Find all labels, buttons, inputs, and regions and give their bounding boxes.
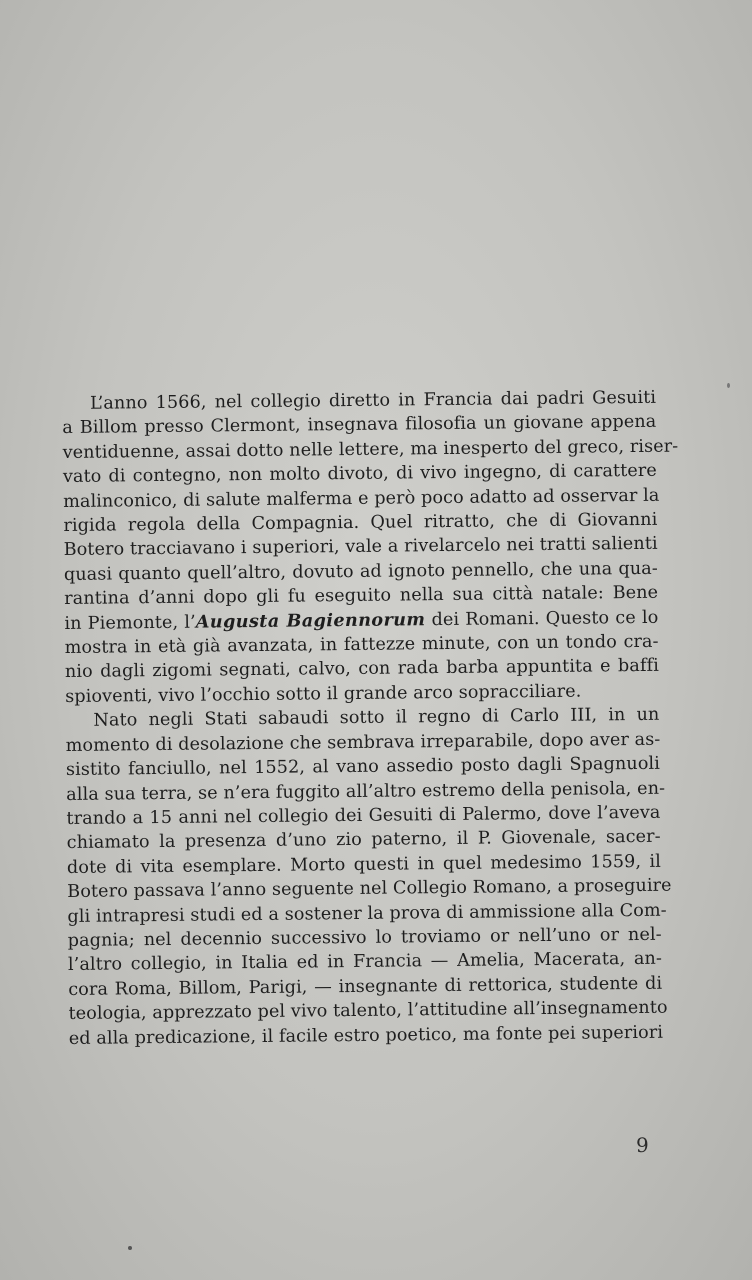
text-line: a Billom presso Clermont, insegnava filosofia un giovane appena <box>62 412 657 439</box>
text-line: quasi quanto quell’altro, dovuto ad ignoto pennello, che una qua- <box>63 558 658 585</box>
text-line: L’anno 1566, nel collegio diretto in Francia dai padri Gesuiti <box>90 387 657 414</box>
paragraph-1 <box>62 386 679 709</box>
text-line: ventiduenne, assai dotto nelle lettere, ma inesperto del greco, riser- <box>62 436 679 463</box>
text-line: gli intrapresi studi ed a sostener la prova di ammissione alla Com- <box>67 900 667 927</box>
paragraph-2 <box>65 703 672 1051</box>
text-line: sistito fanciullo, nel 1552, al vano assedio posto dagli Spagnuoli <box>65 753 661 781</box>
text-line: vato di contegno, non molto divoto, di vivo ingegno, di carattere <box>62 460 657 488</box>
print-speck <box>128 1246 132 1250</box>
text-line: spioventi, vivo l’occhio sotto il grande arco sopracciliare. <box>65 681 582 707</box>
text-line: rantina d’anni dopo gli fu eseguito nella sua città natale: Bene <box>64 583 659 610</box>
italic-title: Augusta Bagiennorum <box>195 608 426 633</box>
text-line: cora Roma, Billom, Parigi, — insegnante di rettorica, studente di <box>68 973 663 1000</box>
text-line: alla sua terra, se n’era fuggito all’altro estremo della penisola, en- <box>66 778 666 805</box>
page-number: 9 <box>636 1133 649 1157</box>
text-line: ed alla predicazione, il facile estro poetico, ma fonte pei superiori <box>68 1022 664 1049</box>
text-line: dote di vita esemplare. Morto questi in quel medesimo 1559, il <box>66 851 662 878</box>
text-line: nio dagli zigomi segnati, calvo, con rada barba appuntita e baffi <box>64 656 660 683</box>
print-speck <box>727 383 730 388</box>
text-line: mostra in età già avanzata, in fattezze minute, con un tondo cra- <box>64 631 659 659</box>
text-line: trando a 15 anni nel collegio dei Gesuiti di Palermo, dove l’aveva <box>66 802 661 829</box>
text-line: l’altro collegio, in Italia ed in Francia — Amelia, Macerata, an- <box>67 949 663 976</box>
text-line: in Piemonte, l’Augusta Bagiennorum dei Romani. Questo ce lo <box>64 607 659 634</box>
text-line: malinconico, di salute malferma e però poco adatto ad osservar la <box>63 485 660 512</box>
text-line: Botero tracciavano i superiori, vale a rivelarcelo nei tratti salienti <box>63 534 658 561</box>
text-line: Botero passava l’anno seguente nel Collegio Romano, a proseguire <box>67 875 672 903</box>
text-line: momento di desolazione che sembrava irreparabile, dopo aver as- <box>65 729 661 756</box>
text-line: Nato negli Stati sabaudi sotto il regno di Carlo III, in un <box>93 705 660 731</box>
text-line: teologia, apprezzato pel vivo talento, l’attitudine all’insegnamento <box>68 997 668 1025</box>
text-line: pagnia; nel decennio successivo lo troviamo or nell’uno or nel- <box>67 924 662 951</box>
text-line: chiamato la presenza d’uno zio paterno, il P. Giovenale, sacer- <box>66 827 661 854</box>
text-line: rigida regola della Compagnia. Quel ritratto, che di Giovanni <box>63 509 658 537</box>
body-text <box>62 386 679 1051</box>
